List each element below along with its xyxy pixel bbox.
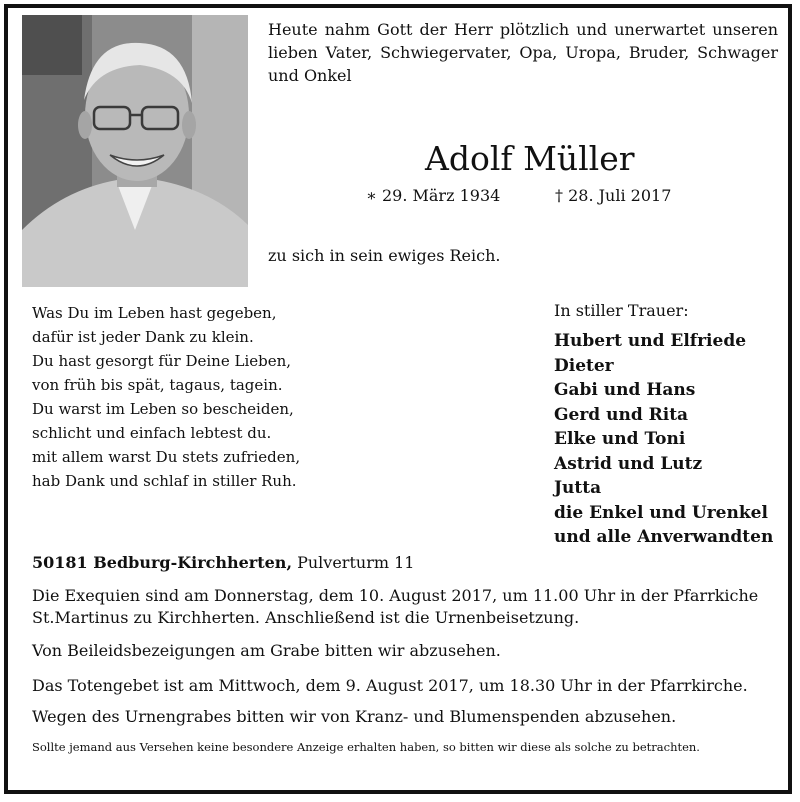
- death-date: † 28. Juli 2017: [555, 186, 672, 205]
- poem-line: Du warst im Leben so bescheiden,: [32, 400, 294, 418]
- mourner-name: Gabi und Hans: [554, 380, 696, 400]
- closing-line: zu sich in sein ewiges Reich.: [268, 246, 501, 265]
- birth-date: ∗ 29. März 1934: [366, 186, 501, 205]
- mourner-name: Dieter: [554, 355, 614, 376]
- address-city: 50181 Bedburg-Kirchherten,: [32, 553, 293, 572]
- poem-line: mit allem warst Du stets zufrieden,: [32, 448, 301, 466]
- mourner-name: Gerd und Rita: [554, 404, 689, 425]
- intro-text: Heute nahm Gott der Herr plötzlich und unerwartet unseren lieben Vater, Schwiegervater, Opa, Uropa, Bruder, Schwager und Onkel: [268, 20, 778, 85]
- funeral-info: Die Exequien sind am Donnerstag, dem 10. August 2017, um 11.00 Uhr in der Pfarrkiche St.Martinus zu Kirchherten. Anschließend ist die Urnenbeisetzung.: [32, 586, 759, 627]
- mourning-heading: In stiller Trauer:: [554, 301, 689, 320]
- poem-line: Was Du im Leben hast gegeben,: [32, 304, 277, 322]
- deceased-name: Adolf Müller: [425, 139, 635, 178]
- mourner-name: Astrid und Lutz: [554, 453, 703, 474]
- mourner-name: die Enkel und Urenkel: [554, 502, 768, 523]
- mourners-list: [554, 329, 773, 550]
- poem-line: Du hast gesorgt für Deine Lieben,: [32, 352, 292, 370]
- mourner-name: Hubert und Elfriede: [554, 331, 747, 351]
- portrait-photo: [22, 15, 248, 287]
- poem-line: hab Dank und schlaf in stiller Ruh.: [32, 472, 297, 490]
- footnote: Sollte jemand aus Versehen keine besondere Anzeige erhalten haben, so bitten wir diese als solche zu betrachten.: [32, 740, 700, 754]
- memorial-poem: [32, 301, 300, 493]
- condolence-note: Von Beileidsbezeigungen am Grabe bitten wir abzusehen.: [32, 641, 501, 660]
- mourner-name: Elke und Toni: [554, 429, 686, 449]
- flowers-note: Wegen des Urnengrabes bitten wir von Kranz- und Blumenspenden abzusehen.: [32, 707, 677, 726]
- mourner-name: Jutta: [554, 478, 602, 498]
- poem-line: dafür ist jeder Dank zu klein.: [32, 328, 254, 346]
- poem-line: von früh bis spät, tagaus, tagein.: [32, 376, 283, 394]
- family-address: [32, 553, 414, 572]
- poem-line: schlicht und einfach lebtest du.: [32, 424, 272, 442]
- prayer-info: Das Totengebet ist am Mittwoch, dem 9. August 2017, um 18.30 Uhr in der Pfarrkirche.: [32, 676, 748, 695]
- mourner-name: und alle Anverwandten: [554, 527, 774, 547]
- address-street: Pulverturm 11: [297, 553, 415, 572]
